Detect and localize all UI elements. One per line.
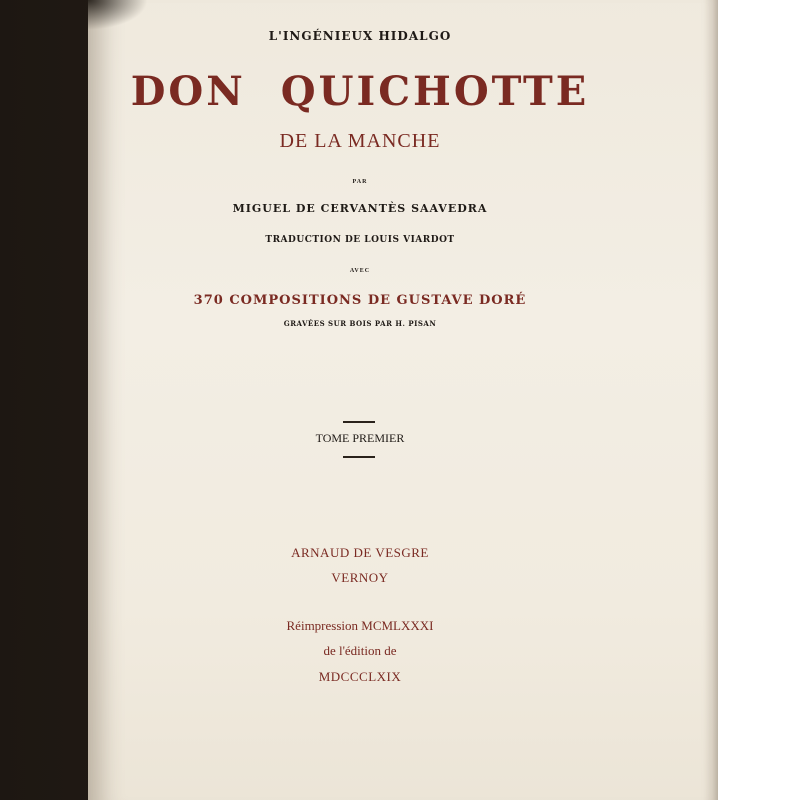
divider-bottom xyxy=(343,456,375,458)
hidalgo-line: L'INGÉNIEUX HIDALGO xyxy=(268,29,452,43)
edition-year: MDCCCLXIX xyxy=(318,669,402,684)
reprint-line: Réimpression MCMLXXXI xyxy=(286,618,434,633)
engraver-credit: GRAVÉES SUR BOIS PAR H. PISAN xyxy=(283,319,437,328)
author-name: MIGUEL DE CERVANTÈS SAAVEDRA xyxy=(232,202,488,215)
publisher-line-2: VERNOY xyxy=(331,570,389,585)
book-title: DON QUICHOTTE xyxy=(130,68,590,115)
par-word: PAR xyxy=(352,179,368,185)
illustrations-credit: 370 COMPOSITIONS DE GUSTAVE DORÉ xyxy=(193,293,527,308)
book-subtitle: DE LA MANCHE xyxy=(279,130,441,152)
volume-label: TOME PREMIER xyxy=(315,431,405,445)
corner-shadow xyxy=(88,0,148,30)
edition-line: de l'édition de xyxy=(323,643,397,658)
divider-top xyxy=(343,421,375,423)
publisher-line-1: ARNAUD DE VESGRE xyxy=(291,545,429,560)
page-edge-shadow xyxy=(704,0,718,800)
avec-word: AVEC xyxy=(349,268,371,274)
white-margin xyxy=(710,0,800,800)
translation-credit: TRADUCTION DE LOUIS VIARDOT xyxy=(265,235,455,245)
